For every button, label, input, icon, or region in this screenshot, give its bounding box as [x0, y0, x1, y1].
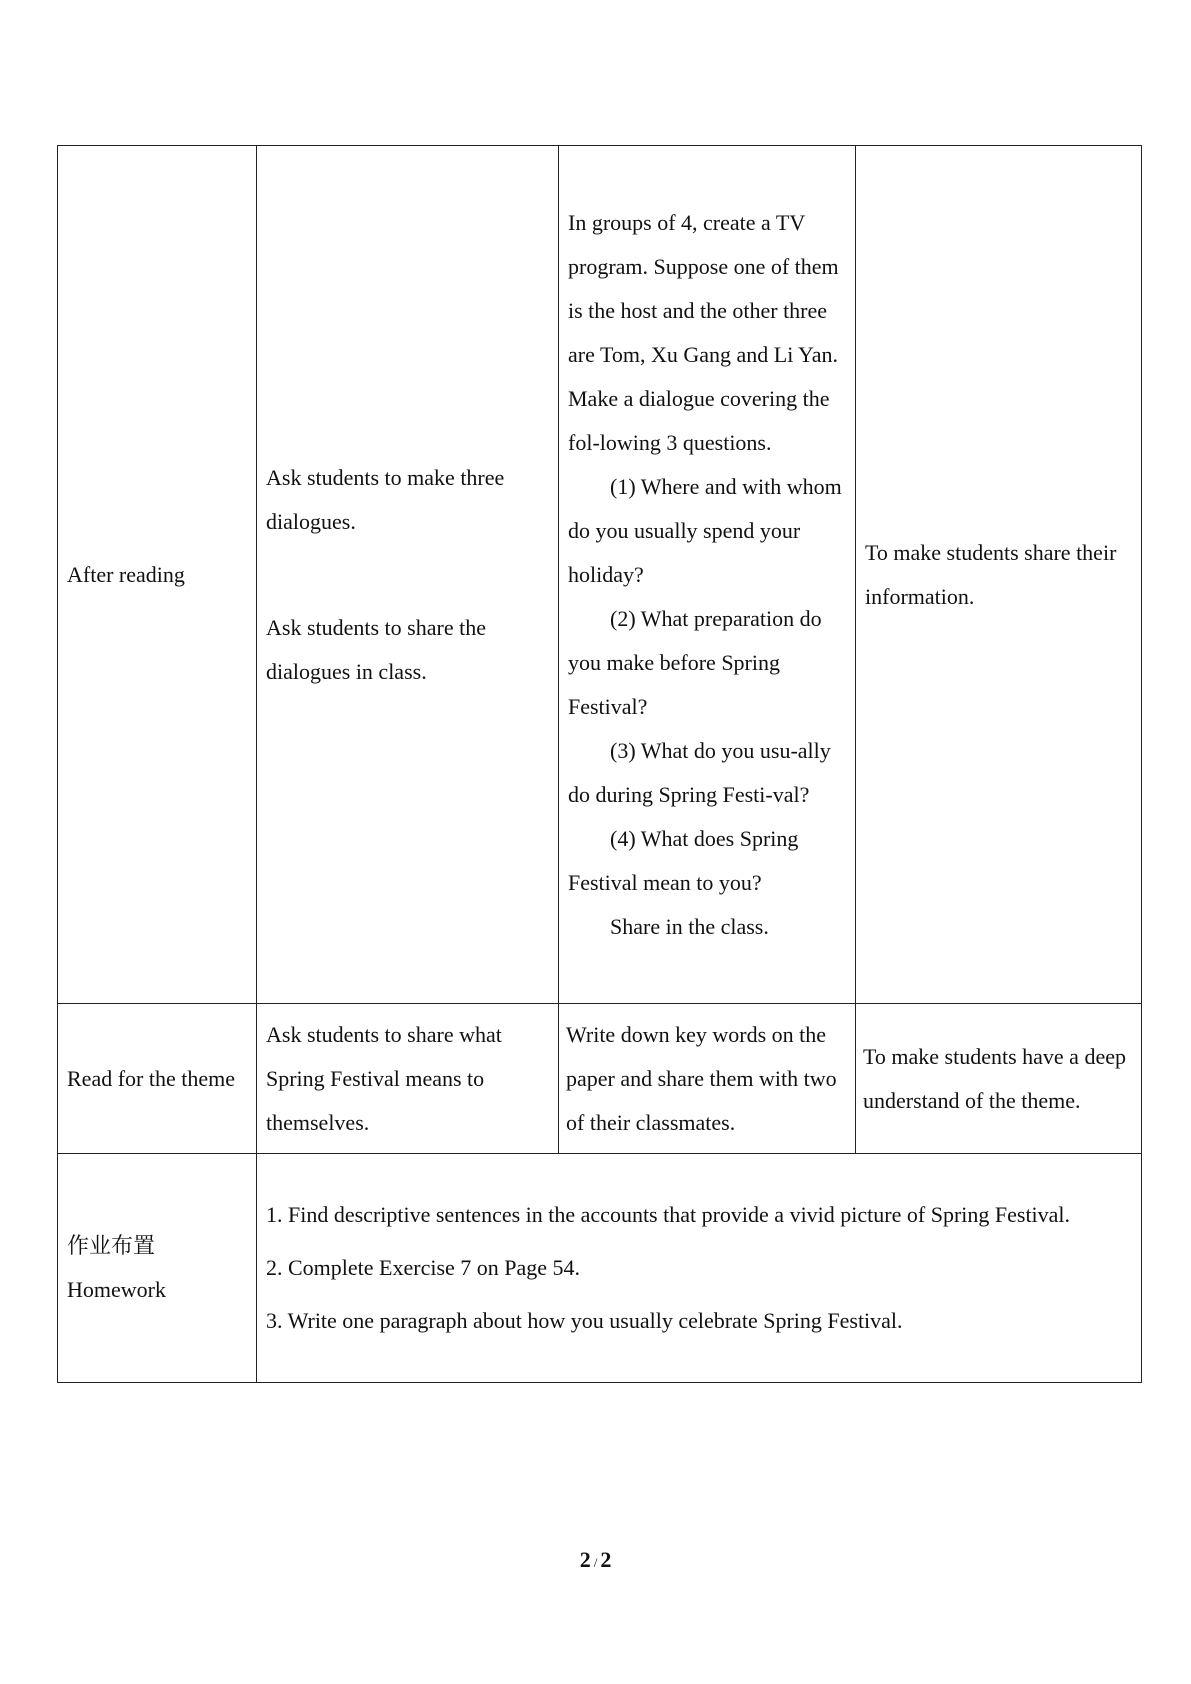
page-number [0, 1545, 1191, 1578]
question-2: (2) What preparation do you make before Spring Festival? [568, 605, 822, 719]
table-row-after-reading [58, 146, 1142, 1004]
question-1: (1) Where and with whom do you usually spend your holiday? [568, 473, 842, 587]
purpose-text: To make students have a deep understand of the theme. [863, 1043, 1126, 1113]
question-4: (4) What does Spring Festival mean to you? [568, 825, 799, 895]
purpose-cell [856, 1004, 1142, 1154]
student-activity-cell [559, 1004, 856, 1154]
homework-item-1: 1. Find descriptive sentences in the accounts that provide a vivid picture of Spring Festival. [266, 1202, 1071, 1227]
stage-label: After reading [67, 561, 185, 587]
stage-label: Read for the theme [67, 1065, 235, 1091]
teacher-activity-2: Ask students to share the dialogues in class. [266, 614, 486, 684]
student-activity-cell [559, 146, 856, 1004]
table-row-homework [58, 1154, 1142, 1383]
stage-label-chinese: 作业布置 [67, 1233, 156, 1258]
homework-item-2: 2. Complete Exercise 7 on Page 54. [266, 1255, 581, 1280]
stage-label-english: Homework [67, 1277, 166, 1302]
lesson-plan-table [57, 145, 1142, 1383]
teacher-activity-cell [257, 146, 559, 1004]
question-3: (3) What do you usu-ally do during Spring Festi-val? [568, 737, 831, 807]
teacher-activity-cell [257, 1004, 559, 1154]
student-activity: Write down key words on the paper and share them with two of their classmates. [566, 1021, 837, 1135]
homework-item-3: 3. Write one paragraph about how you usually celebrate Spring Festival. [266, 1308, 903, 1333]
total-pages: 2 [600, 1547, 612, 1572]
stage-cell [58, 146, 257, 1004]
page-separator: / [593, 1555, 598, 1570]
purpose-cell [856, 146, 1142, 1004]
teacher-activity-1: Ask students to make three dialogues. [266, 464, 505, 534]
table-row-read-for-theme [58, 1004, 1142, 1154]
current-page: 2 [579, 1547, 591, 1572]
stage-cell [58, 1154, 257, 1383]
share-instruction: Share in the class. [610, 913, 769, 939]
activity-intro: In groups of 4, create a TV program. Suppose one of them is the host and the other three are Tom, Xu Gang and Li Yan. Make a dialogue covering the fol-lowing 3 questions. [568, 209, 839, 455]
homework-cell [257, 1154, 1142, 1383]
purpose-text: To make students share their information. [865, 539, 1117, 609]
stage-cell [58, 1004, 257, 1154]
teacher-activity: Ask students to share what Spring Festival means to themselves. [266, 1021, 502, 1135]
